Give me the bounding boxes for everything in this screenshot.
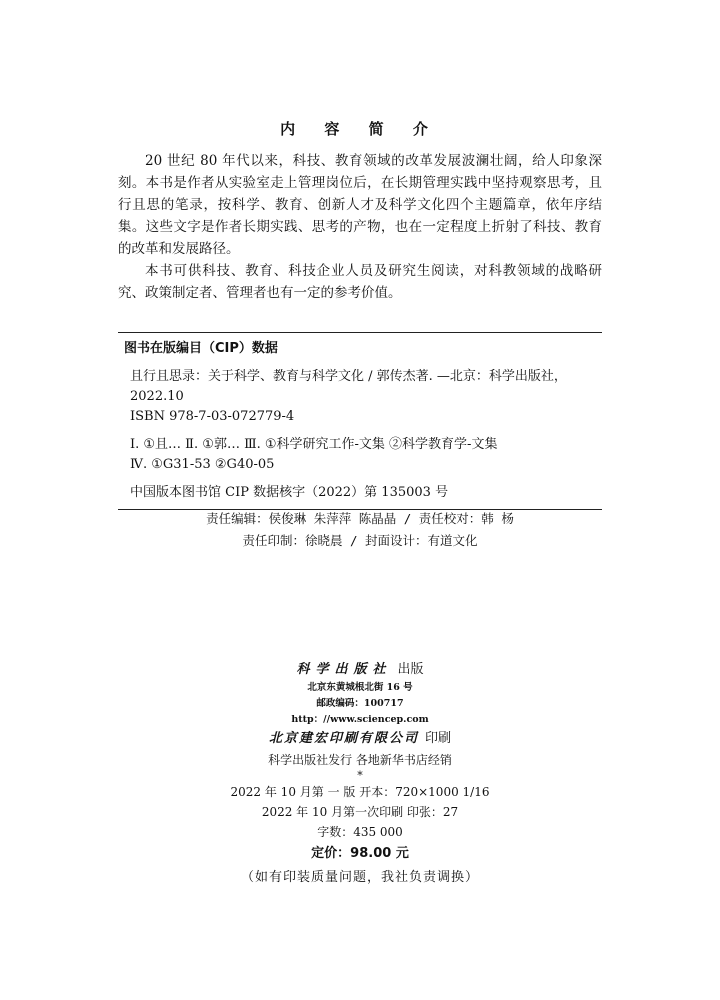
edition-line: 2022 年 10 月第 一 版 开本：720×1000 1/16	[230, 785, 490, 799]
cip-entry-line-1: 且行且思录：关于科学、教育与科学文化 / 郭传杰著. —北京：科学出版社，	[130, 369, 567, 384]
cip-classification-line-2: Ⅳ. ①G31-53 ②G40-05	[130, 457, 275, 472]
publisher-line	[0, 660, 720, 680]
cip-entry-line-2: 2022.10	[130, 389, 184, 404]
distribution-line: 科学出版社发行 各地新华书店经销	[268, 753, 452, 767]
separator-star: *	[357, 769, 363, 782]
publisher-logo: 科学出版社	[296, 662, 392, 677]
printer-suffix: 印刷	[425, 731, 452, 746]
publisher-website: http：//www.sciencep.com	[291, 714, 429, 725]
colophon-block	[0, 660, 720, 890]
printer-line	[0, 728, 720, 750]
intro-paragraph-1: 20 世纪 80 年代以来，科技、教育领域的改革发展波澜壮阔，给人印象深刻。本书是作者从实验室走上管理岗位后，在长期管理实践中坚持观察思考，且行且思的笔录，按科学、教育、创新人才及科学文化四个主题篇章，依年序结集。这些文字是作者长期实践、思考的产物，也在一定程度上折射了科技、教育的改革和发展路径。	[118, 153, 602, 257]
publisher-address: 北京东黄城根北街 16 号	[307, 682, 413, 693]
publisher-suffix: 出版	[397, 662, 424, 677]
intro-paragraph-2: 本书可供科技、教育、科技企业人员及研究生阅读，对科教领域的战略研究、政策制定者、管理者也有一定的参考价值。	[118, 263, 602, 301]
word-count-line: 字数：435 000	[317, 825, 403, 839]
cip-classification-line-1: Ⅰ. ①且… Ⅱ. ①郭… Ⅲ. ①科学研究工作-文集 ②科学教育学-文集	[130, 437, 498, 452]
intro-title: 内 容 简 介	[280, 120, 440, 138]
printing-line: 2022 年 10 月第一次印刷 印张：27	[261, 805, 459, 819]
price-line: 定价：98.00 元	[311, 846, 409, 861]
intro-body	[118, 150, 602, 304]
credits-line-1: 责任编辑：侯俊琳 朱萍萍 陈晶晶 / 责任校对：韩 杨	[206, 511, 514, 526]
cip-block	[118, 332, 602, 510]
publisher-postcode: 邮政编码：100717	[316, 698, 404, 709]
quality-note: （如有印装质量问题，我社负责调换）	[240, 870, 479, 885]
cip-heading: 图书在版编目（CIP）数据	[124, 341, 278, 356]
printer-logo: 北京建宏印刷有限公司	[268, 731, 419, 746]
cip-isbn: ISBN 978-7-03-072779-4	[130, 409, 295, 424]
cip-number: 中国版本图书馆 CIP 数据核字（2022）第 135003 号	[130, 485, 449, 500]
credits-block	[0, 508, 720, 552]
credits-line-2: 责任印制：徐晓晨 / 封面设计：有道文化	[242, 533, 478, 548]
